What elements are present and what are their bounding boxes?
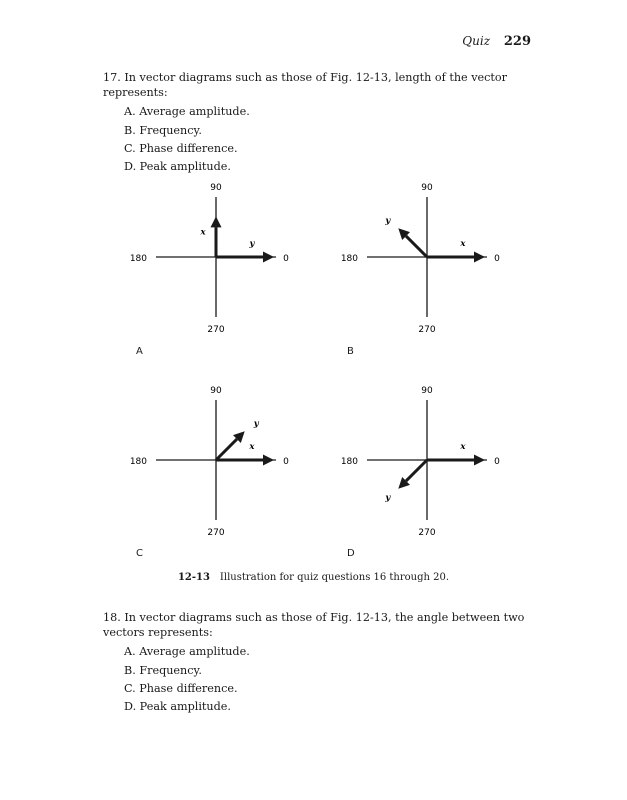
panel-c-label-180: 180 xyxy=(129,457,147,467)
question-17-option-b: B. Frequency. xyxy=(124,123,202,137)
question-18-option-d: D. Peak amplitude. xyxy=(124,700,231,714)
figure-caption-number: 12-13 xyxy=(177,572,210,583)
question-18-options xyxy=(124,644,543,714)
question-18-option-c: C. Phase difference. xyxy=(124,682,238,696)
panel-a-vector-y-label: y xyxy=(249,239,255,249)
panel-a-label-90: 90 xyxy=(210,183,222,193)
figure-caption-text: Illustration for quiz questions 16 through 20. xyxy=(219,572,450,583)
panel-b-label-180: 180 xyxy=(340,254,358,264)
question-18 xyxy=(103,610,543,718)
question-17-text: 17. In vector diagrams such as those of Fig. 12-13, length of the vector represents: xyxy=(103,71,507,100)
panel-b-label-0: 0 xyxy=(494,254,500,264)
panel-a-vector-y-arrowhead xyxy=(263,252,274,263)
vector-diagrams xyxy=(130,178,510,568)
panel-c-vector-x-label: x xyxy=(249,442,255,452)
panel-c-label-270: 270 xyxy=(207,528,225,538)
panel-d-label-0: 0 xyxy=(494,457,500,467)
panel-a-vector-x-arrowhead xyxy=(211,216,222,227)
panel-c-vector-y-label: y xyxy=(253,418,259,429)
panel-c-label-90: 90 xyxy=(210,386,222,396)
panel-d-label-180: 180 xyxy=(340,457,358,467)
panel-c-vector-y xyxy=(216,439,237,460)
panel-b-label-270: 270 xyxy=(418,325,436,335)
page-number: 229 xyxy=(503,34,531,49)
panel-c-vector-x-arrowhead xyxy=(263,455,274,466)
panel-b-vector-x-label: x xyxy=(460,239,466,249)
question-18-option-a: A. Average amplitude. xyxy=(124,645,250,659)
panel-letter-c: C xyxy=(136,548,143,559)
question-17-option-c: C. Phase difference. xyxy=(124,142,238,156)
figure-caption xyxy=(0,572,627,583)
panel-b-vector-y xyxy=(406,236,427,257)
panel-a-label-270: 270 xyxy=(207,325,225,335)
question-17-option-d: D. Peak amplitude. xyxy=(124,160,231,174)
panel-a-vector-x-label: x xyxy=(200,227,206,238)
question-18-option-b: B. Frequency. xyxy=(124,663,202,677)
panel-d-vector-y xyxy=(406,460,427,481)
vector-diagram-figure xyxy=(130,178,510,568)
panel-c-label-0: 0 xyxy=(283,457,289,467)
panel-b-vector-x-arrowhead xyxy=(474,252,485,263)
question-18-text: 18. In vector diagrams such as those of Fig. 12-13, the angle between two vectors represents: xyxy=(103,611,525,640)
panel-d-vector-x-arrowhead xyxy=(474,455,485,466)
panel-b-vector-y-label: y xyxy=(385,215,391,226)
page-header xyxy=(462,34,531,49)
panel-letter-b: B xyxy=(347,346,354,357)
panel-letter-a: A xyxy=(136,346,143,357)
section-title: Quiz xyxy=(462,34,491,48)
question-17 xyxy=(103,70,543,178)
question-17-option-a: A. Average amplitude. xyxy=(124,105,250,119)
panel-d-label-90: 90 xyxy=(421,386,433,396)
panel-letter-d: D xyxy=(347,548,355,559)
panel-d-vector-y-label: y xyxy=(385,493,391,504)
panel-a-label-180: 180 xyxy=(129,254,147,264)
question-17-options xyxy=(124,104,543,174)
panel-a-label-0: 0 xyxy=(283,254,289,264)
panel-b-label-90: 90 xyxy=(421,183,433,193)
panel-d-label-270: 270 xyxy=(418,528,436,538)
panel-d-vector-x-label: x xyxy=(460,442,466,452)
